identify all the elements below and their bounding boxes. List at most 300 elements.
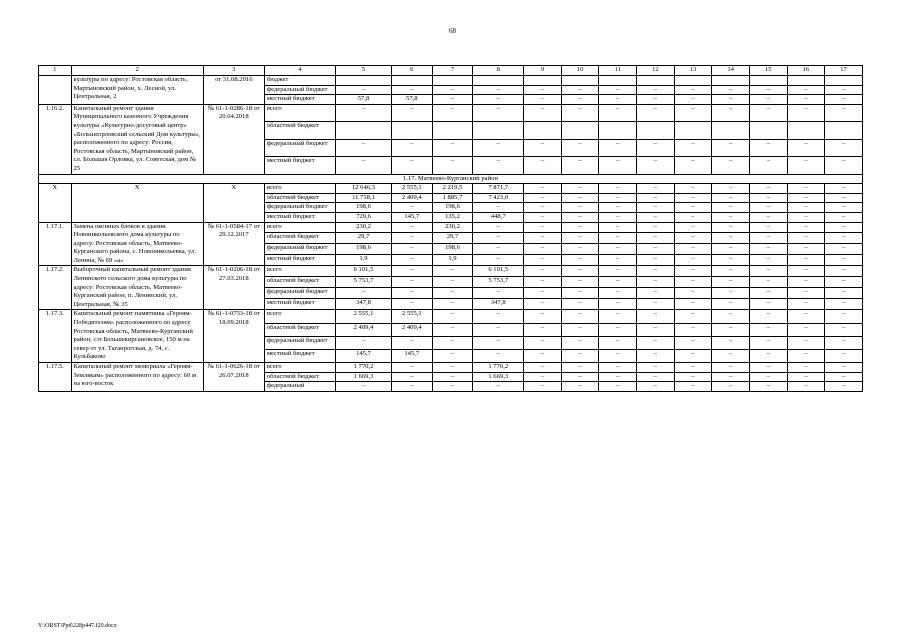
- column-header: 13: [674, 66, 712, 76]
- amount-cell: –: [637, 222, 675, 233]
- amount-cell: –: [473, 222, 524, 233]
- amount-cell: –: [561, 277, 599, 288]
- column-header: 12: [637, 66, 675, 76]
- amount-cell: –: [712, 157, 750, 174]
- amount-cell: 2 409,4: [391, 323, 432, 336]
- budget-source-label: федеральный бюджет: [264, 85, 335, 95]
- amount-cell: 29,7: [336, 233, 392, 244]
- amount-cell: –: [637, 139, 675, 156]
- amount-cell: –: [825, 349, 863, 362]
- amount-cell: –: [336, 336, 392, 349]
- amount-cell: –: [599, 310, 637, 323]
- amount-cell: [749, 76, 787, 86]
- amount-cell: 1 669,3: [336, 372, 392, 382]
- amount-cell: 57,8: [336, 95, 392, 105]
- amount-cell: –: [749, 349, 787, 362]
- amount-cell: –: [524, 104, 562, 121]
- amount-cell: –: [787, 212, 825, 222]
- item-code: 1.17.5.: [39, 363, 72, 392]
- amount-cell: 230,2: [432, 222, 473, 233]
- amount-cell: –: [524, 372, 562, 382]
- budget-source-label: областной бюджет: [264, 193, 335, 203]
- amount-cell: –: [599, 104, 637, 121]
- amount-cell: –: [637, 349, 675, 362]
- amount-cell: –: [674, 349, 712, 362]
- amount-cell: 11 718,1: [336, 193, 392, 203]
- amount-cell: –: [561, 222, 599, 233]
- amount-cell: –: [787, 203, 825, 213]
- amount-cell: –: [749, 372, 787, 382]
- amount-cell: –: [524, 349, 562, 362]
- amount-cell: 6 101,5: [336, 266, 392, 277]
- budget-source-label: всего: [264, 184, 335, 194]
- amount-cell: –: [749, 255, 787, 266]
- amount-cell: –: [674, 212, 712, 222]
- amount-cell: –: [432, 310, 473, 323]
- amount-cell: –: [712, 255, 750, 266]
- item-description: X: [71, 184, 203, 222]
- amount-cell: –: [473, 157, 524, 174]
- column-header: 4: [264, 66, 335, 76]
- amount-cell: –: [787, 244, 825, 255]
- amount-cell: –: [674, 310, 712, 323]
- amount-cell: –: [524, 336, 562, 349]
- amount-cell: –: [599, 299, 637, 310]
- amount-cell: [391, 122, 432, 139]
- amount-cell: [825, 76, 863, 86]
- amount-cell: –: [787, 336, 825, 349]
- amount-cell: –: [524, 288, 562, 299]
- item-code: 1.16.2.: [39, 104, 72, 174]
- amount-cell: [599, 76, 637, 86]
- column-header: 1: [39, 66, 72, 76]
- amount-cell: –: [712, 244, 750, 255]
- amount-cell: –: [825, 310, 863, 323]
- amount-cell: –: [599, 85, 637, 95]
- amount-cell: –: [561, 382, 599, 392]
- item-description: Выборочный капитальный ремонт здания Ленинского сельского дома культуры по адресу: Ростовская область, Матвеево-Курганский район, п. Ленинский, ул. Центральная, № 35: [71, 266, 203, 310]
- table-row: [39, 222, 863, 233]
- amount-cell: –: [674, 184, 712, 194]
- amount-cell: –: [432, 382, 473, 392]
- amount-cell: –: [712, 372, 750, 382]
- amount-cell: –: [473, 323, 524, 336]
- budget-source-label: местный бюджет: [264, 212, 335, 222]
- amount-cell: [749, 122, 787, 139]
- amount-cell: –: [712, 323, 750, 336]
- amount-cell: –: [825, 244, 863, 255]
- amount-cell: –: [787, 184, 825, 194]
- column-header: 11: [599, 66, 637, 76]
- amount-cell: –: [561, 349, 599, 362]
- document-reference: № 61-1-0286-18 от 20.04.2018: [203, 104, 264, 174]
- document-reference: № 61-1-0753-18 от 18.09.2018: [203, 310, 264, 363]
- amount-cell: –: [674, 299, 712, 310]
- amount-cell: 1 770,2: [473, 363, 524, 373]
- column-header: 3: [203, 66, 264, 76]
- amount-cell: 2 555,1: [391, 310, 432, 323]
- amount-cell: –: [561, 95, 599, 105]
- amount-cell: –: [524, 157, 562, 174]
- budget-source-label: всего: [264, 266, 335, 277]
- amount-cell: [825, 122, 863, 139]
- budget-source-label: местный бюджет: [264, 255, 335, 266]
- amount-cell: –: [825, 277, 863, 288]
- amount-cell: –: [637, 193, 675, 203]
- amount-cell: –: [599, 382, 637, 392]
- amount-cell: –: [749, 139, 787, 156]
- amount-cell: –: [524, 363, 562, 373]
- amount-cell: –: [674, 203, 712, 213]
- amount-cell: –: [825, 193, 863, 203]
- amount-cell: –: [599, 372, 637, 382]
- amount-cell: –: [524, 244, 562, 255]
- amount-cell: –: [749, 382, 787, 392]
- amount-cell: –: [473, 104, 524, 121]
- amount-cell: –: [561, 139, 599, 156]
- amount-cell: –: [712, 363, 750, 373]
- amount-cell: –: [749, 299, 787, 310]
- amount-cell: –: [561, 363, 599, 373]
- amount-cell: –: [674, 277, 712, 288]
- amount-cell: [637, 122, 675, 139]
- amount-cell: –: [787, 139, 825, 156]
- amount-cell: 448,7: [473, 212, 524, 222]
- amount-cell: –: [432, 85, 473, 95]
- amount-cell: –: [787, 85, 825, 95]
- amount-cell: –: [787, 363, 825, 373]
- amount-cell: –: [599, 277, 637, 288]
- amount-cell: –: [637, 104, 675, 121]
- amount-cell: –: [599, 336, 637, 349]
- amount-cell: –: [432, 349, 473, 362]
- amount-cell: –: [432, 372, 473, 382]
- amount-cell: –: [749, 95, 787, 105]
- amount-cell: [599, 122, 637, 139]
- document-reference: № 61-1-0626-18 от 26.07.2018: [203, 363, 264, 392]
- amount-cell: –: [391, 266, 432, 277]
- amount-cell: [712, 76, 750, 86]
- amount-cell: –: [787, 382, 825, 392]
- amount-cell: –: [561, 184, 599, 194]
- amount-cell: –: [524, 95, 562, 105]
- amount-cell: –: [391, 277, 432, 288]
- amount-cell: –: [561, 266, 599, 277]
- amount-cell: –: [391, 104, 432, 121]
- item-code: 1.17.3.: [39, 310, 72, 363]
- amount-cell: –: [825, 266, 863, 277]
- amount-cell: –: [432, 139, 473, 156]
- amount-cell: –: [825, 363, 863, 373]
- amount-cell: –: [787, 310, 825, 323]
- table-row: [39, 76, 863, 86]
- amount-cell: –: [432, 336, 473, 349]
- amount-cell: [336, 122, 392, 139]
- table-body: [39, 76, 863, 392]
- amount-cell: 1,9: [336, 255, 392, 266]
- amount-cell: –: [637, 363, 675, 373]
- amount-cell: 1 669,3: [473, 372, 524, 382]
- table-row: [39, 266, 863, 277]
- amount-cell: 6 101,5: [473, 266, 524, 277]
- amount-cell: –: [674, 244, 712, 255]
- amount-cell: –: [637, 203, 675, 213]
- amount-cell: 5 753,7: [336, 277, 392, 288]
- amount-cell: –: [599, 222, 637, 233]
- amount-cell: –: [432, 363, 473, 373]
- amount-cell: –: [637, 336, 675, 349]
- item-description: Капитальный ремонт памятника «Героям-Победителям» расположенного по адресу Ростовская область, Матвеево-Курганский район, с/п Большекирсановское, 150 м на север от ул. Таганрогская, д. 74, с. Кульбаково: [71, 310, 203, 363]
- amount-cell: –: [825, 104, 863, 121]
- amount-cell: –: [787, 233, 825, 244]
- amount-cell: –: [825, 212, 863, 222]
- budget-source-label: областной бюджет: [264, 233, 335, 244]
- document-reference: № 61-1-0584-17 от 29.12.2017: [203, 222, 264, 266]
- amount-cell: –: [712, 266, 750, 277]
- amount-cell: [674, 122, 712, 139]
- amount-cell: –: [637, 310, 675, 323]
- amount-cell: –: [749, 203, 787, 213]
- amount-cell: –: [599, 323, 637, 336]
- amount-cell: –: [473, 349, 524, 362]
- amount-cell: –: [674, 104, 712, 121]
- item-description: культуры по адресу: Ростовская область, Мартыновский район, х. Лесной, ул. Центральная, 2: [71, 76, 203, 105]
- amount-cell: –: [473, 382, 524, 392]
- amount-cell: –: [561, 244, 599, 255]
- amount-cell: –: [749, 277, 787, 288]
- amount-cell: –: [674, 222, 712, 233]
- column-header: 14: [712, 66, 750, 76]
- amount-cell: [524, 76, 562, 86]
- amount-cell: 347,8: [336, 299, 392, 310]
- amount-cell: –: [473, 85, 524, 95]
- amount-cell: 29,7: [432, 233, 473, 244]
- amount-cell: –: [749, 288, 787, 299]
- amount-cell: –: [599, 193, 637, 203]
- amount-cell: [432, 122, 473, 139]
- amount-cell: –: [712, 277, 750, 288]
- amount-cell: –: [391, 203, 432, 213]
- amount-cell: 135,2: [432, 212, 473, 222]
- amount-cell: –: [749, 363, 787, 373]
- amount-cell: –: [674, 266, 712, 277]
- amount-cell: –: [712, 382, 750, 392]
- amount-cell: –: [749, 323, 787, 336]
- amount-cell: –: [561, 299, 599, 310]
- amount-cell: –: [599, 288, 637, 299]
- amount-cell: [712, 122, 750, 139]
- amount-cell: –: [825, 299, 863, 310]
- budget-source-label: местный бюджет: [264, 299, 335, 310]
- amount-cell: –: [749, 157, 787, 174]
- amount-cell: –: [825, 255, 863, 266]
- budget-source-label: всего: [264, 363, 335, 373]
- budget-source-label: федеральный бюджет: [264, 336, 335, 349]
- amount-cell: 198,6: [432, 203, 473, 213]
- amount-cell: –: [787, 288, 825, 299]
- budget-source-label: областной бюджет: [264, 277, 335, 288]
- amount-cell: –: [336, 139, 392, 156]
- amount-cell: –: [524, 382, 562, 392]
- budget-source-label: областной бюджет: [264, 323, 335, 336]
- amount-cell: 2 409,4: [391, 193, 432, 203]
- amount-cell: –: [674, 85, 712, 95]
- amount-cell: –: [599, 184, 637, 194]
- document-reference: № 61-1-0206-18 от 27.03.2018: [203, 266, 264, 310]
- table-row: [39, 104, 863, 121]
- amount-cell: –: [473, 233, 524, 244]
- amount-cell: –: [712, 233, 750, 244]
- column-header: 8: [473, 66, 524, 76]
- amount-cell: –: [473, 139, 524, 156]
- amount-cell: –: [432, 266, 473, 277]
- column-header: 10: [561, 66, 599, 76]
- amount-cell: –: [432, 288, 473, 299]
- item-description: Замена оконных блоков в здании Новоникольевского дома культуры по адресу: Ростовская область, Матвеево-Курганского района, с. Новоникольевка, ул. Ленина, № 69 «а»: [71, 222, 203, 266]
- item-description: Капитальный ремонт мемориала «Героям-Землякам» расположенного по адресу: 60 м на юго-восток: [71, 363, 203, 392]
- amount-cell: –: [674, 139, 712, 156]
- amount-cell: –: [473, 255, 524, 266]
- amount-cell: –: [561, 255, 599, 266]
- amount-cell: [391, 76, 432, 86]
- amount-cell: –: [432, 95, 473, 105]
- amount-cell: –: [561, 372, 599, 382]
- amount-cell: –: [391, 299, 432, 310]
- amount-cell: –: [524, 255, 562, 266]
- amount-cell: –: [674, 233, 712, 244]
- amount-cell: –: [391, 255, 432, 266]
- amount-cell: –: [391, 222, 432, 233]
- amount-cell: –: [787, 266, 825, 277]
- amount-cell: –: [674, 382, 712, 392]
- amount-cell: [473, 76, 524, 86]
- amount-cell: –: [561, 233, 599, 244]
- section-title: 1.17. Матвеево-Курганский район: [39, 174, 863, 184]
- amount-cell: –: [391, 244, 432, 255]
- amount-cell: –: [473, 336, 524, 349]
- amount-cell: –: [749, 310, 787, 323]
- amount-cell: –: [336, 85, 392, 95]
- amount-cell: –: [524, 266, 562, 277]
- amount-cell: –: [432, 104, 473, 121]
- amount-cell: –: [712, 139, 750, 156]
- amount-cell: 230,2: [336, 222, 392, 233]
- amount-cell: –: [825, 288, 863, 299]
- amount-cell: –: [825, 85, 863, 95]
- column-header: 7: [432, 66, 473, 76]
- column-header: 6: [391, 66, 432, 76]
- amount-cell: –: [524, 310, 562, 323]
- amount-cell: –: [825, 184, 863, 194]
- amount-cell: –: [749, 233, 787, 244]
- amount-cell: –: [473, 288, 524, 299]
- budget-source-label: федеральный бюджет: [264, 139, 335, 156]
- amount-cell: [336, 76, 392, 86]
- item-code: [39, 76, 72, 105]
- amount-cell: –: [749, 193, 787, 203]
- amount-cell: –: [712, 222, 750, 233]
- amount-cell: –: [432, 299, 473, 310]
- budget-source-label: местный бюджет: [264, 157, 335, 174]
- amount-cell: –: [637, 95, 675, 105]
- amount-cell: 145,7: [336, 349, 392, 362]
- amount-cell: –: [787, 323, 825, 336]
- table-row: [39, 184, 863, 194]
- column-header: 2: [71, 66, 203, 76]
- amount-cell: –: [391, 372, 432, 382]
- amount-cell: –: [599, 363, 637, 373]
- amount-cell: –: [674, 255, 712, 266]
- amount-cell: –: [825, 233, 863, 244]
- amount-cell: –: [787, 193, 825, 203]
- budget-source-label: всего: [264, 104, 335, 121]
- amount-cell: –: [637, 184, 675, 194]
- amount-cell: [637, 76, 675, 86]
- item-description: Капитальный ремонт здания Муниципального казенного Учреждения культуры «Культурно-досуговый центр» «Большеорловский сельский Дом культуры», расположенного по адресу: Россия, Ростовская область, Мартыновский район, сл. Большая Орловка, ул. Советская, дом № 25: [71, 104, 203, 174]
- amount-cell: –: [825, 382, 863, 392]
- amount-cell: –: [712, 299, 750, 310]
- amount-cell: 1,9: [432, 255, 473, 266]
- amount-cell: [432, 76, 473, 86]
- amount-cell: –: [473, 95, 524, 105]
- amount-cell: 7 423,0: [473, 193, 524, 203]
- amount-cell: –: [787, 372, 825, 382]
- amount-cell: –: [749, 222, 787, 233]
- amount-cell: –: [524, 233, 562, 244]
- amount-cell: –: [712, 336, 750, 349]
- amount-cell: –: [825, 372, 863, 382]
- amount-cell: 2 555,1: [336, 310, 392, 323]
- budget-source-label: бюджет: [264, 76, 335, 86]
- budget-source-label: всего: [264, 222, 335, 233]
- footer-file-path: Y:\ORST\Ppd\228p447.f20.docx: [38, 623, 117, 629]
- amount-cell: –: [432, 157, 473, 174]
- amount-cell: –: [712, 288, 750, 299]
- amount-cell: 145,7: [391, 212, 432, 222]
- amount-cell: –: [524, 139, 562, 156]
- amount-cell: –: [825, 157, 863, 174]
- amount-cell: –: [749, 184, 787, 194]
- amount-cell: –: [637, 277, 675, 288]
- budget-source-label: областной бюджет: [264, 122, 335, 139]
- amount-cell: –: [637, 323, 675, 336]
- amount-cell: –: [391, 157, 432, 174]
- amount-cell: –: [473, 310, 524, 323]
- amount-cell: –: [524, 299, 562, 310]
- amount-cell: –: [712, 85, 750, 95]
- amount-cell: 57,8: [391, 95, 432, 105]
- amount-cell: –: [599, 255, 637, 266]
- amount-cell: –: [336, 382, 392, 392]
- amount-cell: –: [637, 372, 675, 382]
- amount-cell: 198,6: [336, 244, 392, 255]
- amount-cell: –: [712, 349, 750, 362]
- amount-cell: –: [561, 310, 599, 323]
- amount-cell: –: [561, 193, 599, 203]
- amount-cell: –: [787, 104, 825, 121]
- amount-cell: [561, 122, 599, 139]
- amount-cell: –: [561, 203, 599, 213]
- budget-source-label: федеральный: [264, 382, 335, 392]
- budget-source-label: федеральный бюджет: [264, 288, 335, 299]
- amount-cell: –: [599, 212, 637, 222]
- amount-cell: –: [524, 222, 562, 233]
- amount-cell: 347,8: [473, 299, 524, 310]
- amount-cell: –: [637, 299, 675, 310]
- amount-cell: –: [561, 323, 599, 336]
- amount-cell: –: [473, 203, 524, 213]
- amount-cell: –: [336, 288, 392, 299]
